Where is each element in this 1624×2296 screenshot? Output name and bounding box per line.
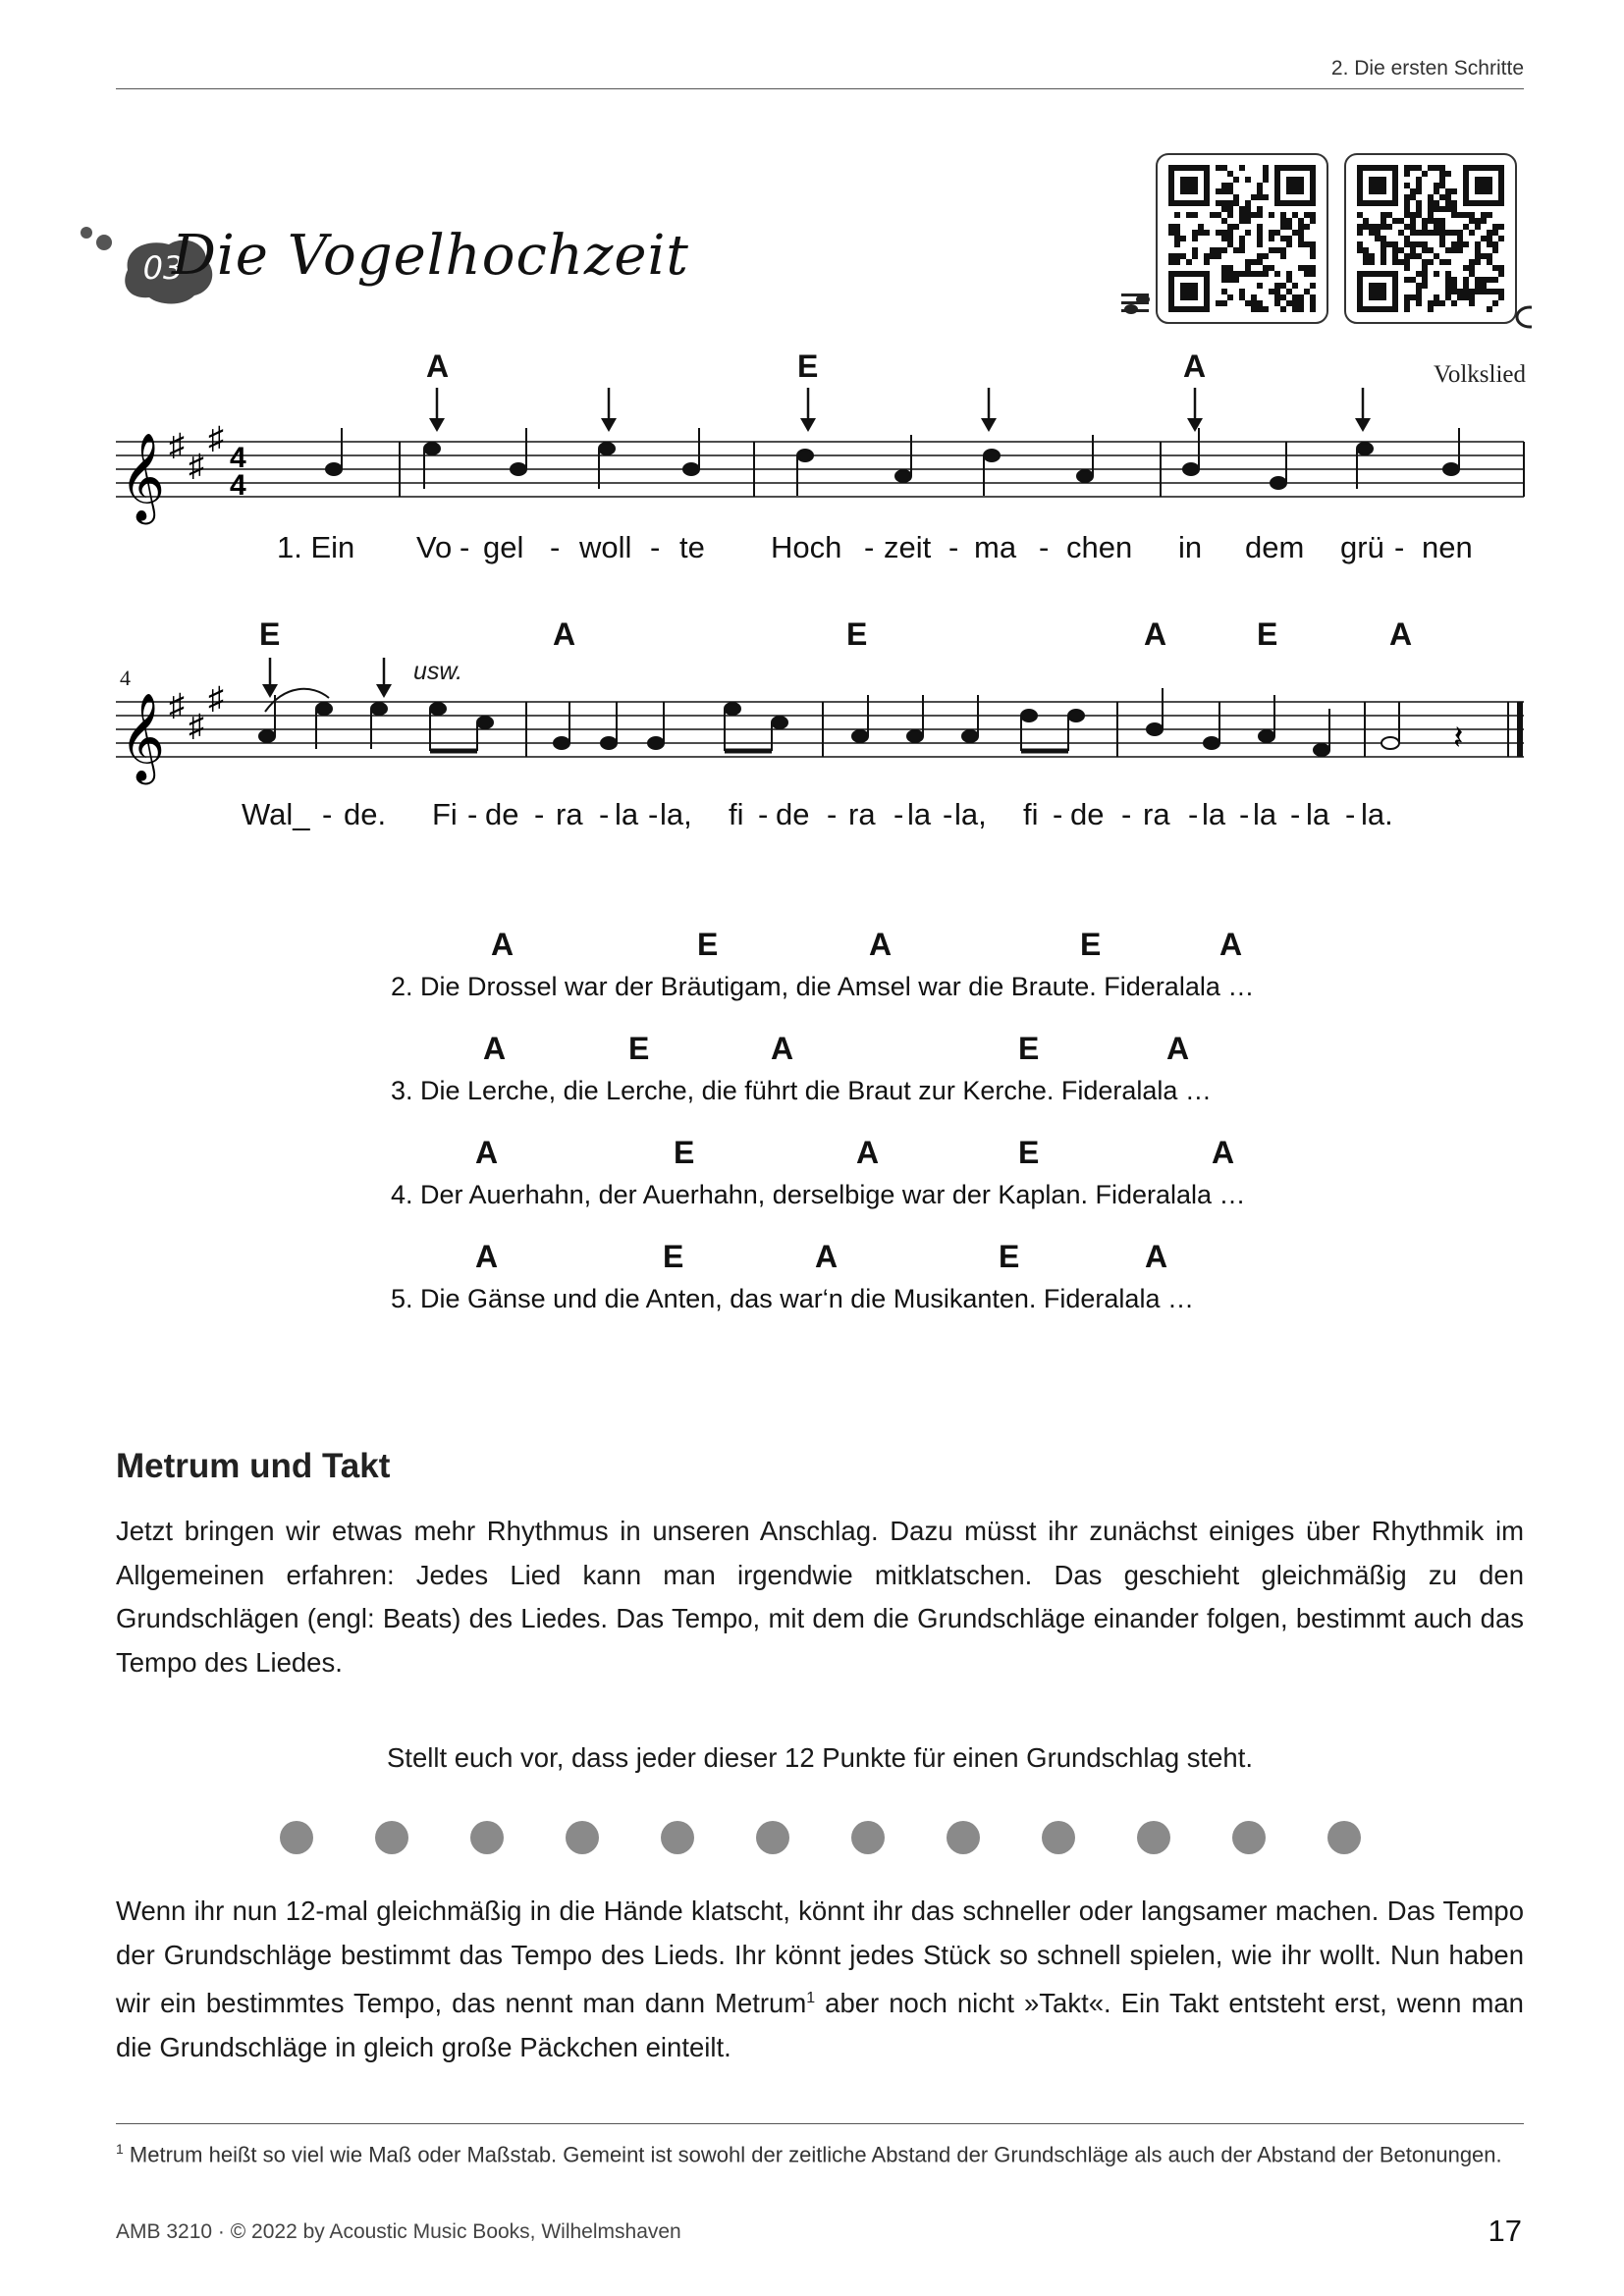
verse-5-chord-4: A	[1145, 1239, 1168, 1274]
key-signature-2	[169, 680, 224, 743]
footnote-reference[interactable]: 1	[806, 1990, 816, 2006]
music-staff-system-2	[0, 604, 1624, 800]
chord-system1-0: A	[426, 348, 450, 384]
page-number: 17	[1488, 2214, 1522, 2248]
lyric-syllable: -	[948, 530, 959, 564]
verse-3-chord-4: A	[1166, 1031, 1190, 1066]
verse-2-chord-1: E	[697, 927, 719, 962]
beat-dot	[280, 1821, 313, 1854]
chord-arrows-system-1	[429, 388, 1371, 432]
lyric-syllable: fi	[729, 797, 744, 831]
notation-icon	[1121, 294, 1150, 314]
lyric-syllable: Vo	[416, 530, 453, 564]
lyric-syllable: -	[599, 797, 610, 831]
beat-dot	[851, 1821, 885, 1854]
beat-dot	[1232, 1821, 1266, 1854]
lyric-syllable: -	[1290, 797, 1301, 831]
paragraph-2-text-a: Wenn ihr nun 12-mal gleichmäßig in die Hände klatscht, könnt ihr das schneller oder langsamer machen. Das Tempo der Grundschläge bestimmt das Tempo des Lieds. Ihr könnt jedes Stück so schnell spielen, wie ihr wollt. Nun haben wir ein bestimmtes Tempo, das nennt man dann Metrum	[116, 1896, 1524, 2019]
verse-5-chord-2: A	[815, 1239, 839, 1274]
time-signature	[230, 442, 246, 502]
key-signature	[169, 420, 224, 483]
footnote-mark: 1	[116, 2141, 124, 2157]
chord-system2-5: A	[1389, 616, 1413, 652]
lyric-syllable: -	[1188, 797, 1199, 831]
lyric-syllable: Wal_	[242, 797, 310, 831]
verse-2-chord-4: A	[1219, 927, 1243, 962]
svg-text:♯: ♯	[189, 448, 204, 483]
lyric-syllable: -	[827, 797, 838, 831]
lyric-syllable: la	[1306, 797, 1330, 831]
lyric-syllable: ma	[974, 530, 1017, 564]
lyric-syllable: 1. Ein	[277, 530, 355, 564]
verse-5-text: 5. Die Gänse und die Anten, das war‘n die Musikanten. Fideralala …	[391, 1284, 1194, 1313]
verse-4-text: 4. Der Auerhahn, der Auerhahn, derselbige war der Kaplan. Fideralala …	[391, 1180, 1246, 1209]
lyric-syllable: ra	[556, 797, 583, 831]
usw-label: usw.	[413, 658, 463, 685]
lyric-syllable: -	[1121, 797, 1132, 831]
lyric-syllable: la	[615, 797, 639, 831]
lyric-syllable: dem	[1245, 530, 1305, 564]
verse-5-chord-3: E	[999, 1239, 1020, 1274]
beat-dot	[1042, 1821, 1075, 1854]
composer: Volkslied	[1434, 361, 1526, 388]
verse-3-chord-0: A	[483, 1031, 507, 1066]
chord-system2-1: A	[553, 616, 576, 652]
verse-4-chord-2: A	[856, 1135, 880, 1170]
lyric-syllable: -	[550, 530, 561, 564]
chord-system2-2: E	[846, 616, 868, 652]
lyric-syllable: de.	[344, 797, 387, 831]
svg-text:♯: ♯	[169, 687, 185, 722]
verse-3-chord-3: E	[1018, 1031, 1040, 1066]
paragraph-1: Jetzt bringen wir etwas mehr Rhythmus in unseren Anschlag. Dazu müsst ihr zunächst einiges über Rhythmik im Allgemeinen erfahren: Jedes Lied kann man irgendwie mitklatschen. Das geschieht gleichmäßig zu den Grundschlägen (engl: Beats) des Liedes. Das Tempo, mit dem die Grundschläge einander folgen, bestimmt auch das Tempo des Liedes.	[116, 1516, 1524, 1678]
lyric-syllable: -	[864, 530, 875, 564]
quarter-rest-icon: 𝄽	[1453, 720, 1464, 757]
lyric-syllable: de	[776, 797, 810, 831]
footnote-text: Metrum heißt so viel wie Maß oder Maßstab. Gemeint ist sowohl der zeitliche Abstand der Grundschläge als auch der Abstand der Betonungen.	[129, 2142, 1502, 2167]
beat-dot	[1327, 1821, 1361, 1854]
lyric-syllable: -	[1039, 530, 1050, 564]
verse-4-chord-0: A	[475, 1135, 499, 1170]
lyric-syllable: de	[1070, 797, 1105, 831]
lyric-syllable: fi	[1023, 797, 1039, 831]
lyric-syllable: la,	[954, 797, 987, 831]
verse-2-chord-2: A	[869, 927, 893, 962]
lyric-syllable: la	[1253, 797, 1277, 831]
lyric-syllable: -	[758, 797, 769, 831]
lyric-syllable: -	[1345, 797, 1356, 831]
svg-text:♯: ♯	[208, 680, 224, 716]
lyric-syllable: la,	[660, 797, 692, 831]
lyric-syllable: ra	[1143, 797, 1170, 831]
verse-2-text: 2. Die Drossel war der Bräutigam, die Amsel war die Braute. Fideralala …	[391, 972, 1255, 1001]
verse-2-chord-3: E	[1080, 927, 1102, 962]
beat-dot	[566, 1821, 599, 1854]
treble-clef-icon-2: 𝄞	[120, 693, 166, 779]
lyric-syllable: -	[648, 797, 659, 831]
verse-3-text: 3. Die Lerche, die Lerche, die führt die Braut zur Kerche. Fideralala …	[391, 1076, 1212, 1105]
lyric-syllable: -	[534, 797, 545, 831]
verse-4-chord-4: A	[1212, 1135, 1235, 1170]
lyric-syllable: nen	[1422, 530, 1473, 564]
lyric-syllable: -	[650, 530, 661, 564]
footer-copyright: AMB 3210 · © 2022 by Acoustic Music Books, Wilhelmshaven	[116, 2220, 681, 2243]
qr-code-2-icon[interactable]	[1345, 154, 1516, 323]
section-heading: Metrum und Takt	[116, 1447, 391, 1485]
verse-3-chord-2: A	[771, 1031, 794, 1066]
chord-system2-3: A	[1144, 616, 1167, 652]
verse-4-chord-3: E	[1018, 1135, 1040, 1170]
header-rule	[116, 88, 1524, 89]
chord-arrows-system-2	[262, 658, 392, 698]
lyric-syllable: -	[1394, 530, 1405, 564]
notes-system-1	[326, 428, 1459, 496]
svg-text:4: 4	[230, 442, 246, 474]
verse-4-chord-1: E	[674, 1135, 695, 1170]
lyric-syllable: ra	[848, 797, 876, 831]
treble-clef-icon: 𝄞	[120, 433, 166, 519]
lyric-syllable: la	[1202, 797, 1226, 831]
verse-5-chord-0: A	[475, 1239, 499, 1274]
lyric-syllable: grü	[1340, 530, 1384, 564]
running-title: 2. Die ersten Schritte	[1330, 57, 1524, 80]
paragraph-2-text-b: aber noch nicht »Takt«. Ein Takt entsteht erst, wenn man die Grundschläge in gleich große Päckchen einteilt.	[116, 1988, 1524, 2062]
lyric-syllable: woll	[579, 530, 632, 564]
verse-5-chord-1: E	[663, 1239, 684, 1274]
beat-dot	[661, 1821, 694, 1854]
footnote	[116, 2135, 1524, 2168]
lyric-syllable: -	[943, 797, 953, 831]
lyric-syllable: -	[467, 797, 478, 831]
lyric-syllable: la.	[1361, 797, 1393, 831]
chord-system1-2: A	[1183, 348, 1207, 384]
lyric-syllable: zeit	[884, 530, 932, 564]
track-number: 03	[142, 249, 184, 287]
beat-dot	[375, 1821, 408, 1854]
beat-dot	[947, 1821, 980, 1854]
svg-text:4: 4	[230, 469, 246, 502]
song-title: Die Vogelhochzeit	[172, 224, 689, 288]
lyric-syllable: -	[1053, 797, 1063, 831]
guitar-icon	[1517, 286, 1532, 327]
beat-dot	[1137, 1821, 1170, 1854]
lyric-syllable: in	[1178, 530, 1203, 564]
qr-code-1-icon[interactable]	[1157, 154, 1327, 323]
chord-system1-1: E	[797, 348, 819, 384]
beat-dot	[470, 1821, 504, 1854]
svg-text:♯: ♯	[189, 708, 204, 743]
lyric-syllable: gel	[483, 530, 524, 564]
verse-2-chord-0: A	[491, 927, 514, 962]
lyric-syllable: la	[907, 797, 932, 831]
beat-dots	[265, 1818, 1375, 1857]
lyric-syllable: -	[322, 797, 333, 831]
qr-codes	[1119, 152, 1532, 329]
beat-dot	[756, 1821, 789, 1854]
lyric-syllable: -	[460, 530, 470, 564]
lyric-syllable: -	[893, 797, 904, 831]
svg-text:♯: ♯	[208, 420, 224, 455]
chord-system2-0: E	[259, 616, 281, 652]
lyric-syllable: chen	[1066, 530, 1133, 564]
instruction-line: Stellt euch vor, dass jeder dieser 12 Punkte für einen Grundschlag steht.	[386, 1742, 1254, 1773]
lyric-syllable: de	[485, 797, 519, 831]
lyric-syllable: Fi	[432, 797, 458, 831]
measure-number: 4	[120, 666, 131, 690]
footnote-rule	[116, 2123, 1524, 2124]
lyric-syllable: te	[679, 530, 705, 564]
lyric-syllable: -	[1239, 797, 1250, 831]
verse-3-chord-1: E	[628, 1031, 650, 1066]
svg-text:♯: ♯	[169, 427, 185, 462]
lyric-syllable: Hoch	[771, 530, 842, 564]
notes-system-2	[259, 688, 1399, 756]
paragraph-2	[116, 1890, 1524, 2069]
chord-system2-4: E	[1257, 616, 1278, 652]
